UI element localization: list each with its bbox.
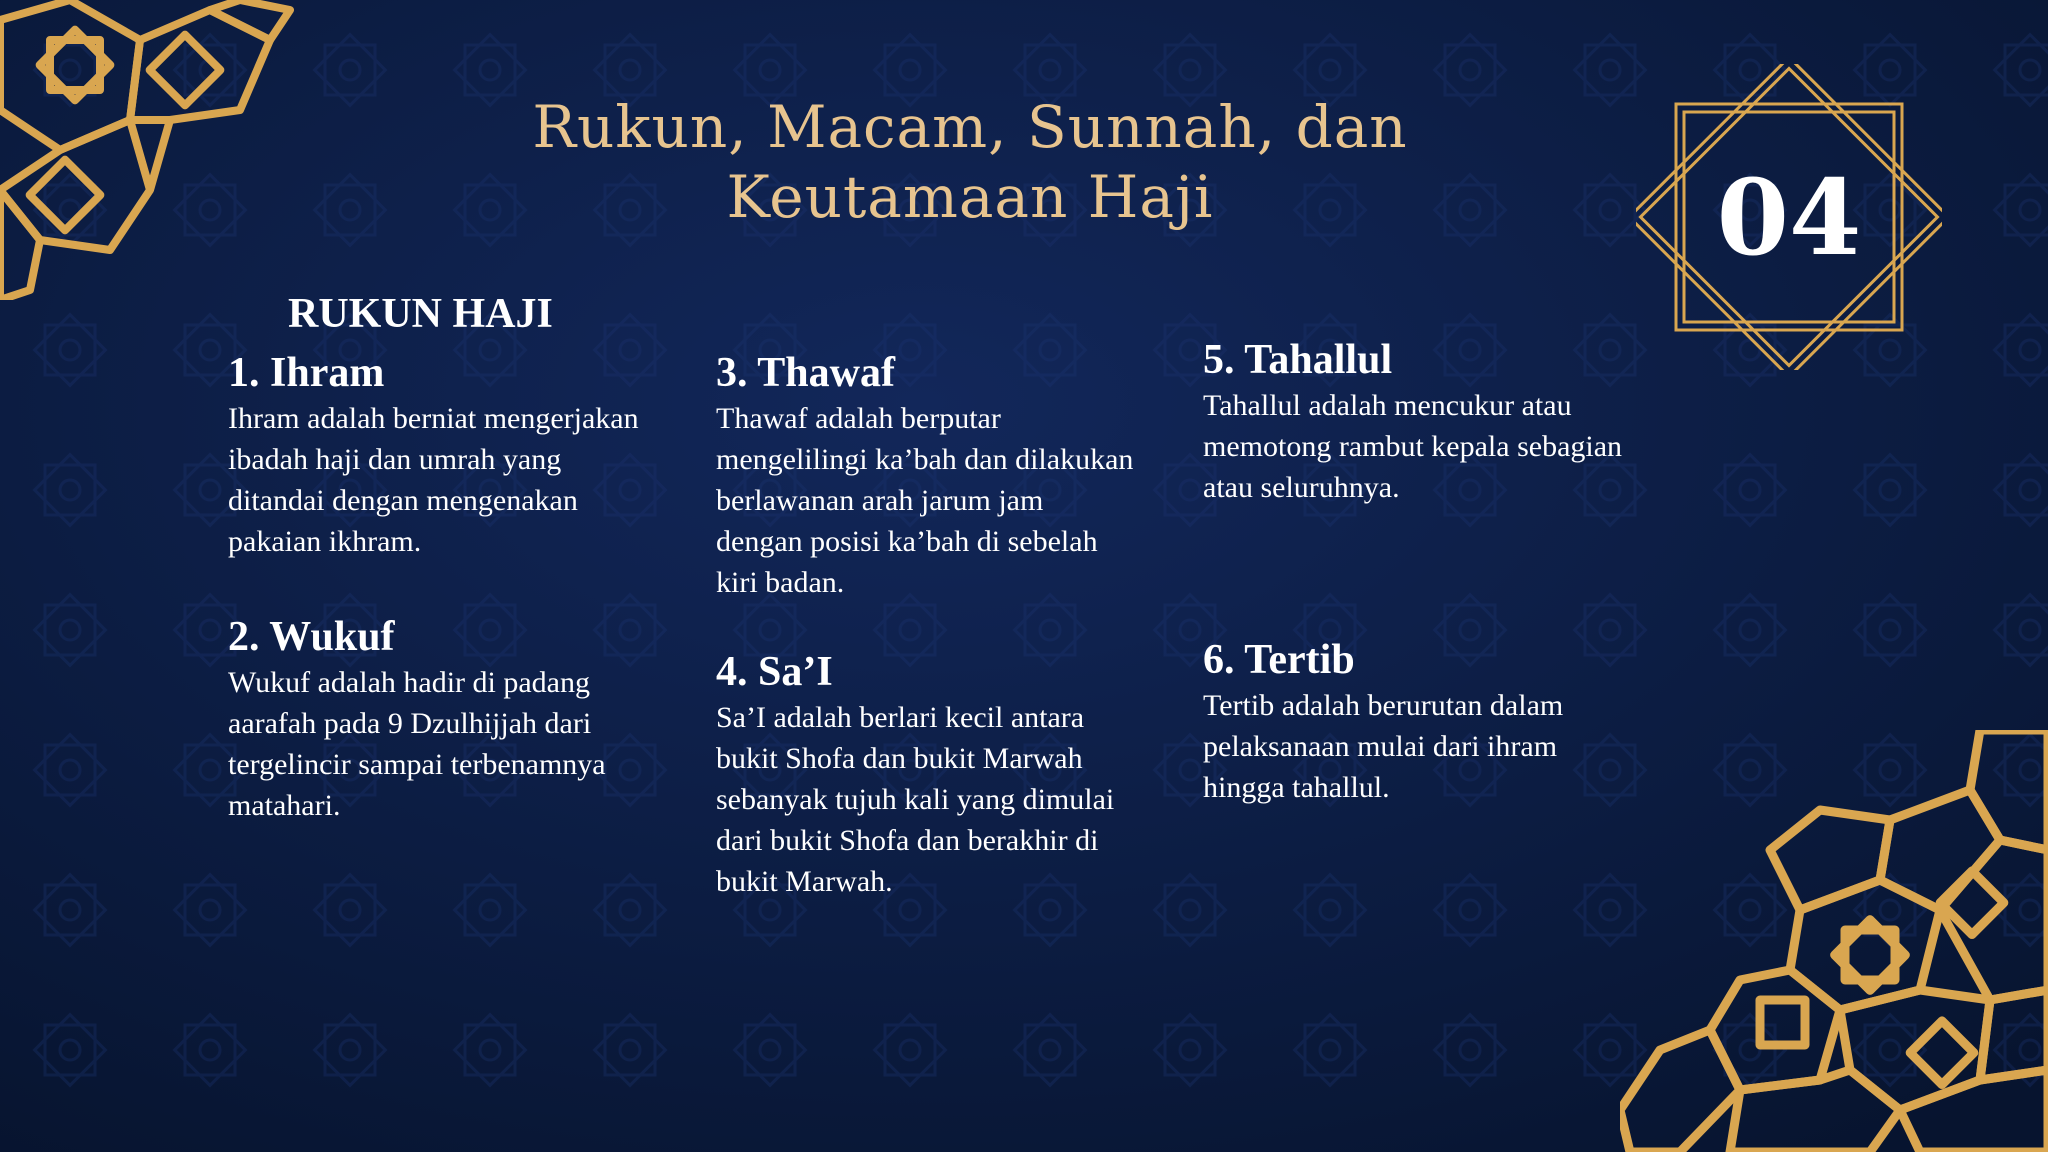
star-frame-icon	[1636, 64, 1942, 370]
item-body: Sa’I adalah berlari kecil antara bukit Shofa dan bukit Marwah sebanyak tujuh kali yang dimulai dari bukit Shofa dan berakhir di bukit Marwah.	[716, 701, 1115, 898]
rukun-item-wukuf	[228, 612, 648, 826]
badge-number: 04	[1716, 156, 1862, 279]
gold-ornament-bottom-right	[1620, 730, 2048, 1152]
rukun-item-ihram	[228, 348, 648, 562]
rukun-item-tertib	[1203, 635, 1623, 808]
gold-ornament-top-left	[0, 0, 300, 300]
item-heading: 1. Ihram	[228, 350, 385, 396]
item-body: Tertib adalah berurutan dalam pelaksanaan mulai dari ihram hingga tahallul.	[1203, 689, 1564, 804]
item-body: Ihram adalah berniat mengerjakan ibadah haji dan umrah yang ditandai dengan mengenakan pakaian ikhram.	[228, 402, 639, 558]
section-heading: RUKUN HAJI	[288, 291, 553, 337]
item-heading: 4. Sa’I	[716, 649, 833, 695]
item-heading: 2. Wukuf	[228, 614, 395, 660]
item-heading: 6. Tertib	[1203, 637, 1355, 683]
rukun-item-thawaf	[716, 348, 1136, 603]
number-badge	[1636, 64, 1942, 370]
item-body: Wukuf adalah hadir di padang aarafah pada 9 Dzulhijjah dari tergelincir sampai terbenamnya matahari.	[228, 666, 606, 822]
item-body: Tahallul adalah mencukur atau memotong rambut kepala sebagian atau seluruhnya.	[1203, 389, 1623, 504]
rukun-item-sai	[716, 647, 1136, 902]
item-heading: 3. Thawaf	[716, 350, 895, 396]
slide-title: Rukun, Macam, Sunnah, dan Keutamaan Haji	[532, 93, 1408, 231]
item-heading: 5. Tahallul	[1203, 337, 1393, 383]
item-body: Thawaf adalah berputar mengelilingi ka’bah dan dilakukan berlawanan arah jarum jam dengan posisi ka’bah di sebelah kiri badan.	[716, 402, 1134, 599]
rukun-item-tahallul	[1203, 335, 1623, 508]
